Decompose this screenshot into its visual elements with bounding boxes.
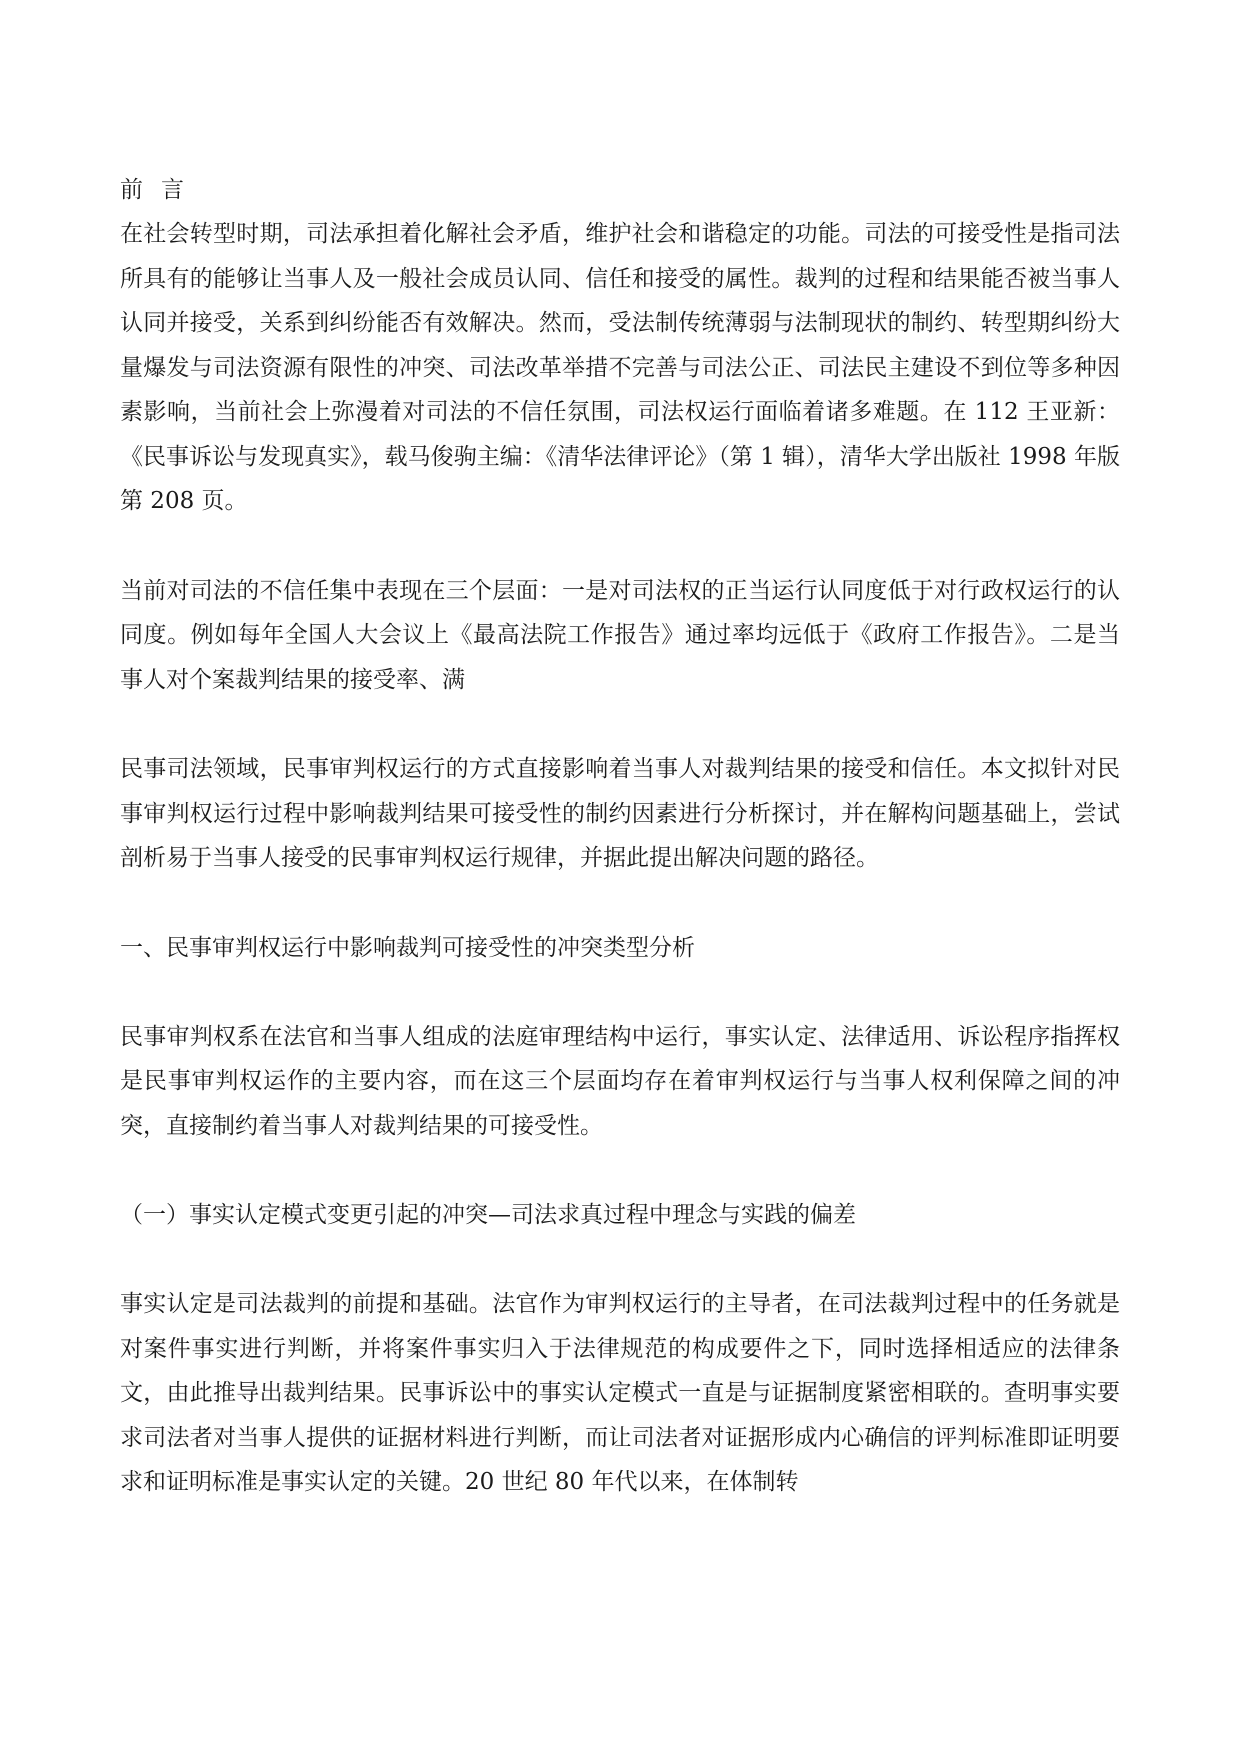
spacer <box>120 970 1120 1015</box>
spacer <box>120 881 1120 926</box>
spacer <box>120 1237 1120 1282</box>
subsection-heading-1: （一）事实认定模式变更引起的冲突—司法求真过程中理念与实践的偏差 <box>120 1202 856 1228</box>
paragraph-intro: 在社会转型时期，司法承担着化解社会矛盾，维护社会和谐稳定的功能。司法的可接受性是指司法所具有的能够让当事人及一般社会成员认同、信任和接受的属性。裁判的过程和结果能否被当事人认同并接受，关系到纠纷能否有效解决。然而，受法制传统薄弱与法制现状的制约、转型期纠纷大量爆发与司法资源有限性的冲突、司法改革举措不完善与司法公正、司法民主建设不到位等多种因素影响，当前社会上弥漫着对司法的不信任氛围，司法权运行面临着诸多难题。在 112 王亚新：《民事诉讼与发现真实》，载马俊驹主编：《清华法律评论》（第 1 辑），清华大学出版社 1998 年版第 208 页。 <box>120 221 1120 514</box>
section-heading-1: 一、民事审判权运行中影响裁判可接受性的冲突类型分析 <box>120 934 695 961</box>
spacer <box>120 524 1120 569</box>
document-page <box>120 168 1120 1505</box>
spacer <box>120 1148 1120 1193</box>
paragraph-civil-judicial: 民事司法领域，民事审判权运行的方式直接影响着当事人对裁判结果的接受和信任。本文拟针对民事审判权运行过程中影响裁判结果可接受性的制约因素进行分析探讨，并在解构问题基础上，尝试剖析易于当事人接受的民事审判权运行规律，并据此提出解决问题的路径。 <box>120 756 1120 871</box>
paragraph-distrust: 当前对司法的不信任集中表现在三个层面：一是对司法权的正当运行认同度低于对行政权运行的认同度。例如每年全国人大会议上《最高法院工作报告》通过率均远低于《政府工作报告》。二是当事人对个案裁判结果的接受率、满 <box>120 577 1120 693</box>
subsection-1-paragraph: 事实认定是司法裁判的前提和基础。法官作为审判权运行的主导者，在司法裁判过程中的任务就是对案件事实进行判断，并将案件事实归入于法律规范的构成要件之下，同时选择相适应的法律条文，由此推导出裁判结果。民事诉讼中的事实认定模式一直是与证据制度紧密相联的。查明事实要求司法者对当事人提供的证据材料进行判断，而让司法者对证据形成内心确信的评判标准即证明要求和证明标准是事实认定的关键。20 世纪 80 年代以来，在体制转 <box>120 1291 1120 1495</box>
document-title: 前言 <box>120 177 202 203</box>
section-1-paragraph: 民事审判权系在法官和当事人组成的法庭审理结构中运行，事实认定、法律适用、诉讼程序指挥权是民事审判权运作的主要内容，而在这三个层面均存在着审判权运行与当事人权利保障之间的冲突，直接制约着当事人对裁判结果的可接受性。 <box>120 1023 1120 1139</box>
spacer <box>120 702 1120 747</box>
